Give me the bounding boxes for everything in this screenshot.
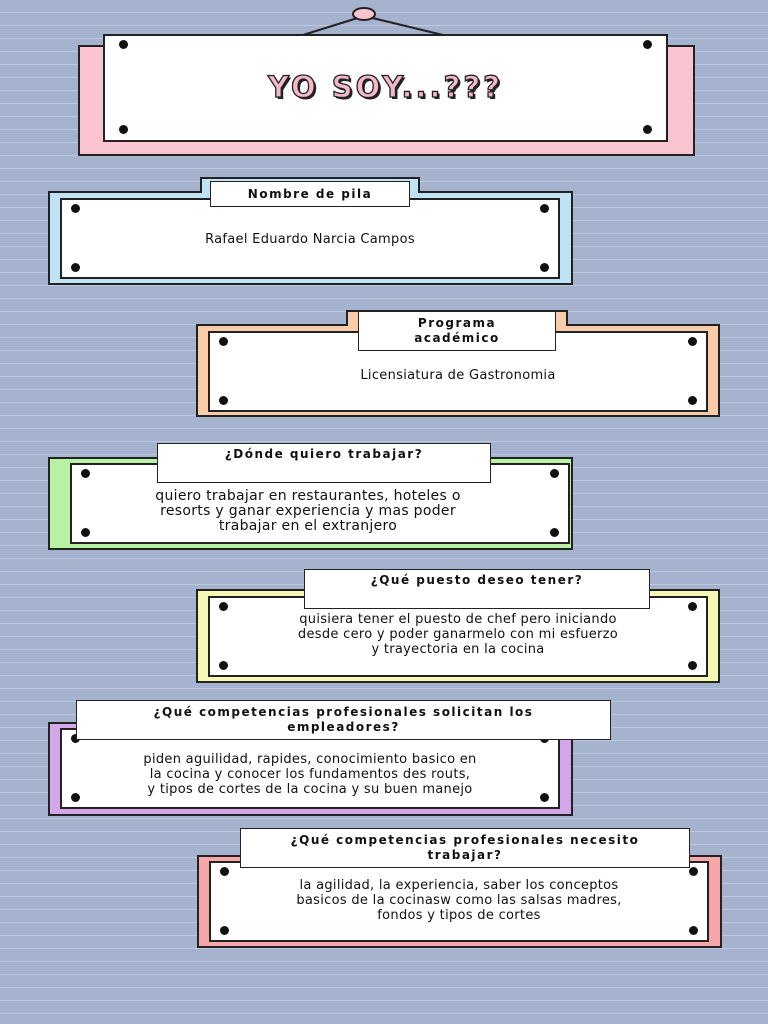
label-line: ¿Qué competencias profesionales necesito — [290, 833, 640, 847]
section-text: Licensiatura de Gastronomia — [360, 368, 556, 383]
section-label — [358, 311, 556, 351]
label-line: Programa — [417, 316, 497, 330]
text-line: quisiera tener el puesto de chef pero iniciando — [299, 612, 617, 627]
label-line: ¿Qué competencias profesionales solicitan los — [153, 705, 534, 719]
text-line: piden aguilidad, rapides, conocimiento basico en — [143, 752, 477, 767]
label-line: académico — [414, 331, 500, 345]
section-text — [208, 612, 708, 657]
section-label — [76, 700, 611, 740]
text-line: y trayectoria en la cocina — [371, 642, 545, 657]
text-line: fondos y tipos de cortes — [377, 908, 541, 923]
text-line: y tipos de cortes de la cocina y su buen manejo — [147, 782, 473, 797]
section-label: ¿Qué puesto deseo tener? — [304, 569, 650, 609]
text-line: resorts y ganar experiencia y mas poder — [160, 503, 456, 519]
text-line: la cocina y conocer los fundamentos des routs, — [149, 767, 471, 782]
page-title: YO SOY...??? — [268, 70, 503, 104]
section-text — [58, 489, 558, 534]
section-label: ¿Dónde quiero trabajar? — [157, 443, 491, 483]
section-label — [240, 828, 690, 868]
label-line: trabajar? — [427, 848, 503, 862]
label-line: empleadores? — [287, 720, 400, 734]
text-line: basicos de la cocinasw como las salsas madres, — [296, 893, 622, 908]
text-line: quiero trabajar en restaurantes, hoteles o — [155, 488, 461, 504]
section-text: Rafael Eduardo Narcia Campos — [205, 232, 415, 247]
section-label: Nombre de pila — [210, 181, 410, 207]
text-line: la agilidad, la experiencia, saber los conceptos — [299, 878, 619, 893]
section-text — [60, 752, 560, 797]
text-line: desde cero y poder ganarmelo con mi esfuerzo — [297, 627, 619, 642]
text-line: trabajar en el extranjero — [218, 518, 398, 534]
section-text — [209, 878, 709, 923]
